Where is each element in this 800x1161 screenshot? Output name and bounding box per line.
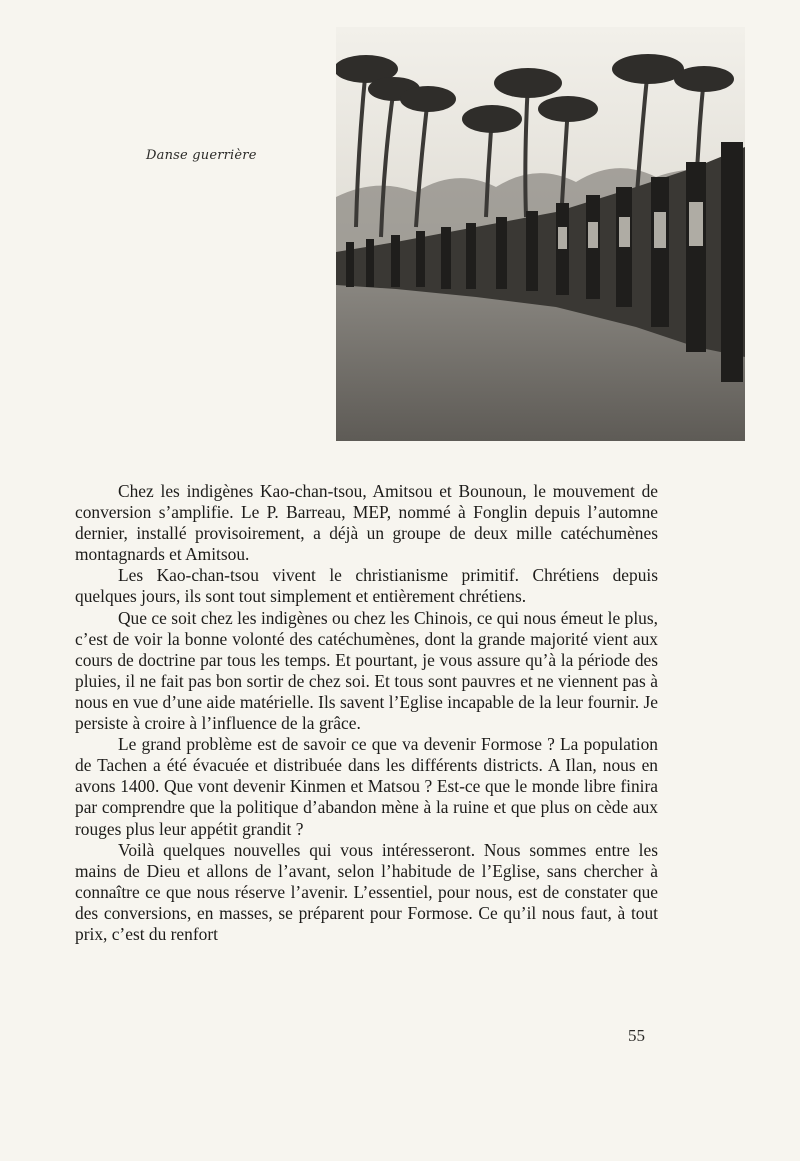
paragraph: Chez les indigènes Kao-chan-tsou, Amitsou et Bounoun, le mouvement de conversion s’amplifie. Le P. Barreau, MEP, nommé à Fonglin depuis l’automne dernier, installé provisoirement, a déjà un groupe de deux mille catéchumènes montagnards et Amitsou.	[75, 481, 658, 565]
paragraph: Voilà quelques nouvelles qui vous intéresseront. Nous sommes entre les mains de Dieu et allons de l’avant, selon l’habitude de l’Eglise, sans chercher à connaître ce que nous réserve l’avenir. L’essentiel, pour nous, est de constater que des conversions, en masses, se préparent pour Formose. Ce qu’il nous faut, à tout prix, c’est du renfort	[75, 839, 658, 944]
paragraph: Les Kao-chan-tsou vivent le christianisme primitif. Chrétiens depuis quelques jours, ils sont tout simplement et entièrement chrétiens.	[75, 565, 658, 607]
page-number: 55	[628, 1026, 645, 1045]
figure-caption: Danse guerrière	[146, 148, 257, 163]
paragraph: Le grand problème est de savoir ce que va devenir Formose ? La population de Tachen a été évacuée et distribuée dans les différents districts. A Ilan, nous en avons 1400. Que vont devenir Kinmen et Matsou ? Est-ce que le monde libre finira par comprendre que la politique d’abandon mène à la ruine et que plus on cède aux rouges plus leur appétit grandit ?	[75, 734, 658, 839]
body-text	[75, 481, 658, 945]
war-dance-photograph	[336, 27, 745, 441]
paragraph: Que ce soit chez les indigènes ou chez les Chinois, ce qui nous émeut le plus, c’est de voir la bonne volonté des catéchumènes, dont la grande majorité vient aux cours de doctrine par tous les temps. Et pourtant, je vous assure qu’à la période des pluies, il ne fait pas bon sortir de chez soi. Et tous sont pauvres et ne viennent pas à nous en vue d’une aide matérielle. Ils savent l’Eglise incapable de la leur fournir. Je persiste à croire à l’influence de la grâce.	[75, 607, 658, 734]
